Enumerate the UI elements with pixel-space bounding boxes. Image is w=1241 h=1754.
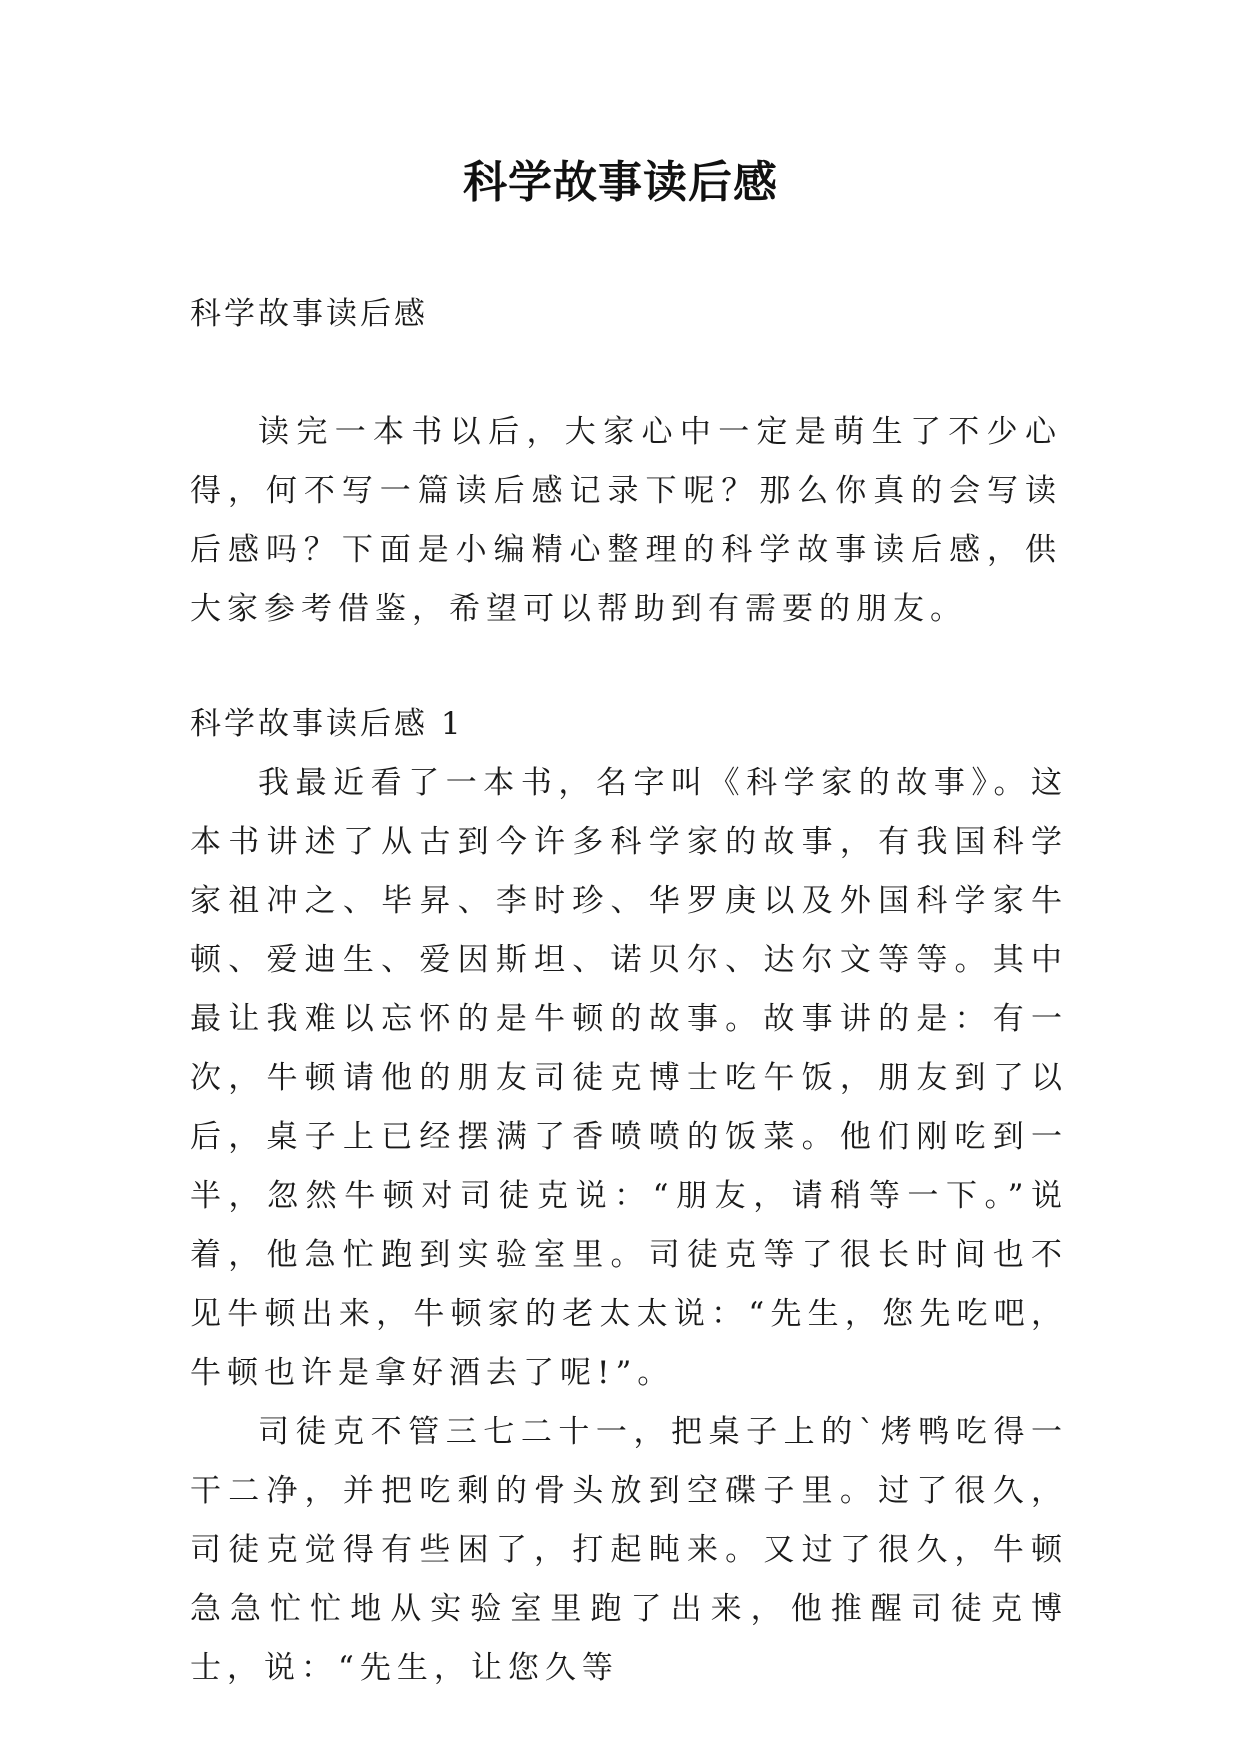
document-title: 科学故事读后感	[463, 157, 778, 208]
section-heading: 科学故事读后感 1	[190, 706, 464, 742]
intro-paragraph: 读完一本书以后，大家心中一定是萌生了不少心得，何不写一篇读后感记录下呢？那么你真的会写读后感吗？下面是小编精心整理的科学故事读后感，供大家参考借鉴，希望可以帮助到有需要的朋友。	[190, 414, 1062, 627]
body-paragraph: 我最近看了一本书，名字叫《科学家的故事》。这本书讲述了从古到今许多科学家的故事，有我国科学家祖冲之、毕昇、李时珍、华罗庚以及外国科学家牛顿、爱迪生、爱因斯坦、诺贝尔、达尔文等等。其中最让我难以忘怀的是牛顿的故事。故事讲的是：有一次，牛顿请他的朋友司徒克博士吃午饭，朋友到了以后，桌子上已经摆满了香喷喷的饭菜。他们刚吃到一半，忽然牛顿对司徒克说：“朋友，请稍等一下。”说着，他急忙跑到实验室里。司徒克等了很长时间也不见牛顿出来，牛顿家的老太太说：“先生，您先吃吧，牛顿也许是拿好酒去了呢!”。	[190, 765, 1068, 1391]
section-body	[190, 754, 1068, 1698]
document-subtitle: 科学故事读后感	[190, 296, 428, 332]
body-paragraph: 司徒克不管三七二十一，把桌子上的`烤鸭吃得一干二净，并把吃剩的骨头放到空碟子里。过了很久，司徒克觉得有些困了，打起盹来。又过了很久，牛顿急急忙忙地从实验室里跑了出来，他推醒司徒克博士，说：“先生，让您久等	[190, 1414, 1068, 1686]
